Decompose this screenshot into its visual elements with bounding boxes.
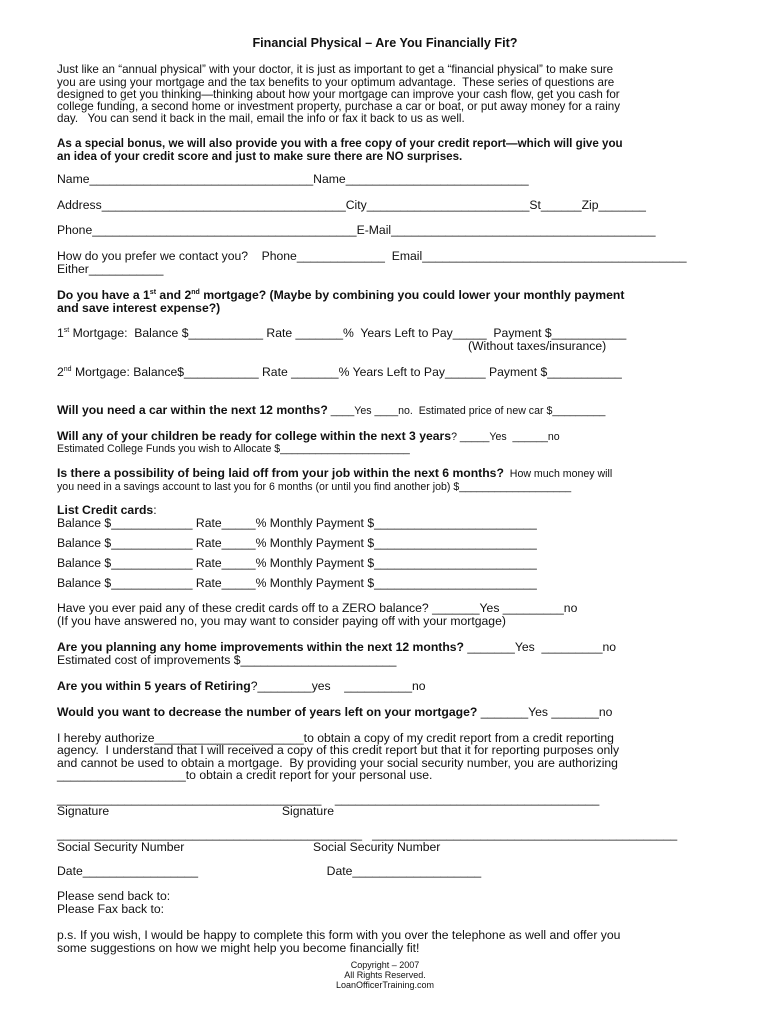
mortgage-question: Do you have a 1st and 2nd mortgage? (Maybe by combining you could lower your monthly payment (57, 288, 625, 302)
retiring-question[interactable]: Are you within 5 years of Retiring?________yes __________no (57, 679, 426, 693)
layoff-savings-field[interactable]: you need in a savings account to last you for 6 months (or until you find another job) $___________________ (57, 481, 572, 493)
authorize-line-3: and cannot be used to obtain a mortgage. By providing your social security number, you are authorizing (57, 756, 618, 770)
ps-line-2: some suggestions on how we might help you become financially fit! (57, 941, 420, 955)
intro-line-1: Just like an “annual physical” with your doctor, it is just as important to get a “financial physical” to make sure (57, 63, 614, 76)
college-funds-field[interactable]: Estimated College Funds you wish to Allocate $______________________ (57, 443, 410, 455)
page-title: Financial Physical – Are You Financially Fit? (252, 36, 518, 50)
credit-card-row[interactable]: Balance $____________ Rate_____% Monthly Payment $________________________ (57, 576, 537, 590)
credit-cards-heading: List Credit cards: (57, 503, 157, 517)
decrease-years-question[interactable]: Would you want to decrease the number of years left on your mortgage? _______Yes _______no (57, 705, 613, 719)
signature-labels: Signature Signature (57, 804, 335, 818)
intro-line-3: designed to get you thinking—thinking about how your mortgage can improve your cash flow, get you cash for (57, 88, 620, 101)
credit-card-row[interactable]: Balance $____________ Rate_____% Monthly Payment $________________________ (57, 556, 537, 570)
ssn-labels: Social Security Number Social Security Number (57, 840, 441, 854)
authorize-line-4[interactable]: ___________________to obtain a credit report for your personal use. (57, 768, 433, 782)
zero-balance-note: (If you have answered no, you may want to consider paying off with your mortgage) (57, 614, 506, 628)
improvement-cost-field[interactable]: Estimated cost of improvements $_______________________ (57, 653, 397, 667)
ps-line-1: p.s. If you wish, I would be happy to complete this form with you over the telephone as well and offer you (57, 928, 621, 942)
zero-balance-question[interactable]: Have you ever paid any of these credit cards off to a ZERO balance? _______Yes _________no (57, 601, 578, 615)
signature-lines[interactable]: _______________________________________ _______________________________________ (57, 792, 600, 806)
fax-back-label: Please Fax back to: (57, 902, 165, 916)
name-fields[interactable]: Name_________________________________Name___________________________ (57, 172, 529, 186)
ssn-lines[interactable]: _____________________________________________ _____________________________________________ (57, 827, 678, 841)
intro-line-2: you are using your mortgage and the tax benefits to your optimum advantage. These series of questions are (57, 76, 615, 89)
mortgage-question-line-2: and save interest expense?) (57, 301, 221, 315)
car-question[interactable]: Will you need a car within the next 12 months? ____Yes ____no. Estimated price of new car $_________ (57, 403, 606, 417)
footer-copyright: Copyright – 2007 (350, 960, 420, 970)
address-fields[interactable]: Address____________________________________City________________________St______Zip_______ (57, 198, 646, 212)
layoff-question: Is there a possibility of being laid off from your job within the next 6 months? How much money will (57, 466, 613, 480)
first-mortgage-fields[interactable]: 1st Mortgage: Balance $___________ Rate _______% Years Left to Pay_____ Payment $___________ (57, 326, 627, 340)
send-back-label: Please send back to: (57, 889, 171, 903)
authorize-line-2: agency. I understand that I will received a copy of this credit report but that it for reporting purposes only (57, 743, 620, 757)
date-fields[interactable]: Date_________________ Date___________________ (57, 864, 482, 878)
footer-rights: All Rights Reserved. (344, 970, 426, 980)
credit-card-row[interactable]: Balance $____________ Rate_____% Monthly Payment $________________________ (57, 536, 537, 550)
college-question[interactable]: Will any of your children be ready for college within the next 3 years? _____Yes ______no (57, 429, 560, 443)
contact-either-field[interactable]: Either___________ (57, 262, 164, 276)
home-improvement-question[interactable]: Are you planning any home improvements within the next 12 months? _______Yes _________no (57, 640, 617, 654)
footer-site: LoanOfficerTraining.com (335, 980, 435, 990)
bonus-line-2: an idea of your credit score and just to make sure there are NO surprises. (57, 150, 463, 163)
taxes-note: (Without taxes/insurance) (468, 339, 607, 353)
contact-preference-field[interactable]: How do you prefer we contact you? Phone_____________ Email_______________________________________ (57, 249, 687, 263)
intro-line-5: day. You can send it back in the mail, email the info or fax it back to us as well. (57, 112, 465, 125)
intro-line-4: college funding, a second home or investment property, purchase a car or boat, or put away money for a rainy (57, 100, 621, 113)
second-mortgage-fields[interactable]: 2nd Mortgage: Balance$___________ Rate _______% Years Left to Pay______ Payment $___________ (57, 365, 622, 379)
bonus-line-1: As a special bonus, we will also provide you with a free copy of your credit report—which will give you (57, 137, 623, 150)
credit-card-row[interactable]: Balance $____________ Rate_____% Monthly Payment $________________________ (57, 516, 537, 530)
authorize-line-1[interactable]: I hereby authorize______________________to obtain a copy of my credit report from a credit reporting (57, 731, 614, 745)
phone-email-fields[interactable]: Phone_______________________________________E-Mail_______________________________________ (57, 223, 656, 237)
